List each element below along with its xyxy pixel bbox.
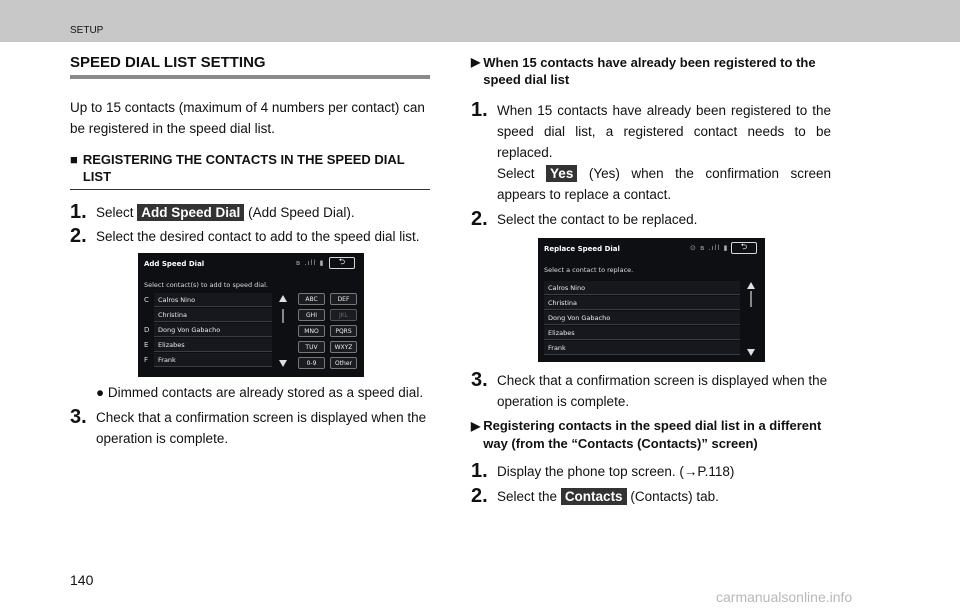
screen-title: Add Speed Dial	[144, 260, 205, 268]
step-text	[497, 486, 719, 507]
page-title: SPEED DIAL LIST SETTING	[70, 54, 430, 79]
left-column	[70, 54, 430, 449]
key-jkl[interactable]: JKL	[330, 309, 357, 321]
step-text: Select the desired contact to add to the speed dial list.	[96, 229, 420, 244]
step-text: Check that a confirmation screen is displayed when the operation is complete.	[497, 373, 828, 409]
contact-row[interactable]: Calros Nino	[154, 293, 272, 307]
right-column	[471, 54, 831, 507]
note-bullet: ● Dimmed contacts are already stored as a speed dial.	[96, 385, 424, 400]
triangle-bullet-icon: ▶	[471, 419, 481, 433]
key-mno[interactable]: MNO	[298, 325, 325, 337]
contact-row[interactable]: Christina	[544, 296, 740, 310]
step-3	[471, 370, 831, 412]
step-number: 1.	[471, 99, 488, 121]
watermark: carmanualsonline.info	[716, 589, 853, 605]
scrollbar[interactable]	[746, 280, 756, 358]
step-text-post: (Add Speed Dial).	[248, 205, 355, 220]
contact-row[interactable]: Frank	[544, 341, 740, 355]
subheading-text: REGISTERING THE CONTACTS IN THE SPEED DIAL LIST	[82, 152, 405, 184]
step-text-2	[497, 163, 831, 205]
subheading	[70, 151, 430, 190]
step-number: 2.	[471, 208, 488, 230]
square-bullet-icon: ■	[70, 152, 78, 167]
subheading-contacts-screen	[471, 417, 831, 453]
key-def[interactable]: DEF	[330, 293, 357, 305]
contacts-button-label: Contacts	[561, 488, 627, 505]
screen-title: Replace Speed Dial	[544, 245, 620, 253]
subheading-text: When 15 contacts have already been registered to the speed dial list	[483, 55, 816, 87]
step-2	[70, 226, 430, 247]
step-2	[471, 209, 831, 230]
key-0-9[interactable]: 0-9	[298, 357, 325, 369]
replace-speed-dial-screen	[538, 238, 765, 362]
screen-prompt: Select a contact to replace.	[544, 266, 634, 274]
step-5	[471, 486, 831, 507]
contact-row[interactable]: Dong Von Gabacho	[154, 323, 272, 337]
index-letter: C	[144, 296, 149, 304]
contact-row[interactable]: Elizabes	[544, 326, 740, 340]
contact-row[interactable]: Dong Von Gabacho	[544, 311, 740, 325]
contact-row[interactable]: Christina	[154, 308, 272, 322]
step-number: 1.	[70, 201, 87, 223]
step-text-pre: Select	[96, 205, 134, 220]
header-bar	[0, 0, 960, 42]
key-tuv[interactable]: TUV	[298, 341, 325, 353]
subheading-text: Registering contacts in the speed dial list in a different way (from the “Contacts (Contacts)” screen)	[483, 418, 822, 451]
status-icons: ⊙ ʙ .ıll ▮	[690, 244, 729, 252]
step-text: When 15 contacts have already been registered to the speed dial list, a registered contact needs to be replaced.	[497, 103, 831, 160]
step-text	[96, 202, 355, 223]
screen-prompt: Select contact(s) to add to speed dial.	[144, 281, 268, 289]
scroll-arrows-icon	[746, 280, 756, 358]
step-3	[70, 407, 430, 449]
status-icons: ʙ .ıll ▮	[296, 259, 325, 267]
contact-row[interactable]: Frank	[154, 353, 272, 367]
step-text-pre: Select the	[497, 489, 558, 504]
scrollbar[interactable]	[278, 293, 288, 369]
step-text-post: (Contacts) tab.	[630, 489, 719, 504]
step-text: Select the contact to be replaced.	[497, 212, 698, 227]
step-1	[70, 202, 430, 223]
index-letter: F	[144, 356, 149, 364]
key-pqrs[interactable]: PQRS	[330, 325, 357, 337]
step-number: 3.	[471, 369, 488, 391]
step-1	[471, 100, 831, 205]
step-text-post: (Yes) when the confirmation screen appears to replace a contact.	[497, 166, 831, 202]
back-icon[interactable]: ⮌	[329, 257, 355, 269]
step-number: 2.	[471, 485, 488, 507]
subheading-15-contacts	[471, 54, 831, 88]
add-speed-dial-button-label: Add Speed Dial	[137, 204, 244, 221]
step-number: 3.	[70, 406, 87, 428]
key-wxyz[interactable]: WXYZ	[330, 341, 357, 353]
page-number: 140	[70, 572, 94, 588]
step-number: 2.	[70, 225, 87, 247]
contact-row[interactable]: Elizabes	[154, 338, 272, 352]
key-other[interactable]: Other	[330, 357, 357, 369]
step-text-pre: Select	[497, 166, 535, 181]
key-ghi[interactable]: GHI	[298, 309, 325, 321]
scroll-arrows-icon	[278, 293, 288, 369]
step-text: Check that a confirmation screen is displayed when the operation is complete.	[96, 410, 427, 446]
step-body	[497, 100, 831, 205]
triangle-bullet-icon: ▶	[471, 55, 481, 69]
key-abc[interactable]: ABC	[298, 293, 325, 305]
intro-paragraph: Up to 15 contacts (maximum of 4 numbers per contact) can be registered in the speed dial list.	[70, 100, 425, 136]
step-text: Display the phone top screen. (→P.118)	[497, 464, 735, 479]
back-icon[interactable]: ⮌	[731, 242, 757, 254]
index-letter: D	[144, 326, 150, 334]
index-letter: E	[144, 341, 149, 349]
add-speed-dial-screen	[138, 253, 364, 377]
step-number: 1.	[471, 460, 488, 482]
section-label: SETUP	[70, 25, 104, 36]
yes-button-label: Yes	[546, 165, 577, 182]
contact-row[interactable]: Calros Nino	[544, 281, 740, 295]
step-4	[471, 461, 831, 482]
